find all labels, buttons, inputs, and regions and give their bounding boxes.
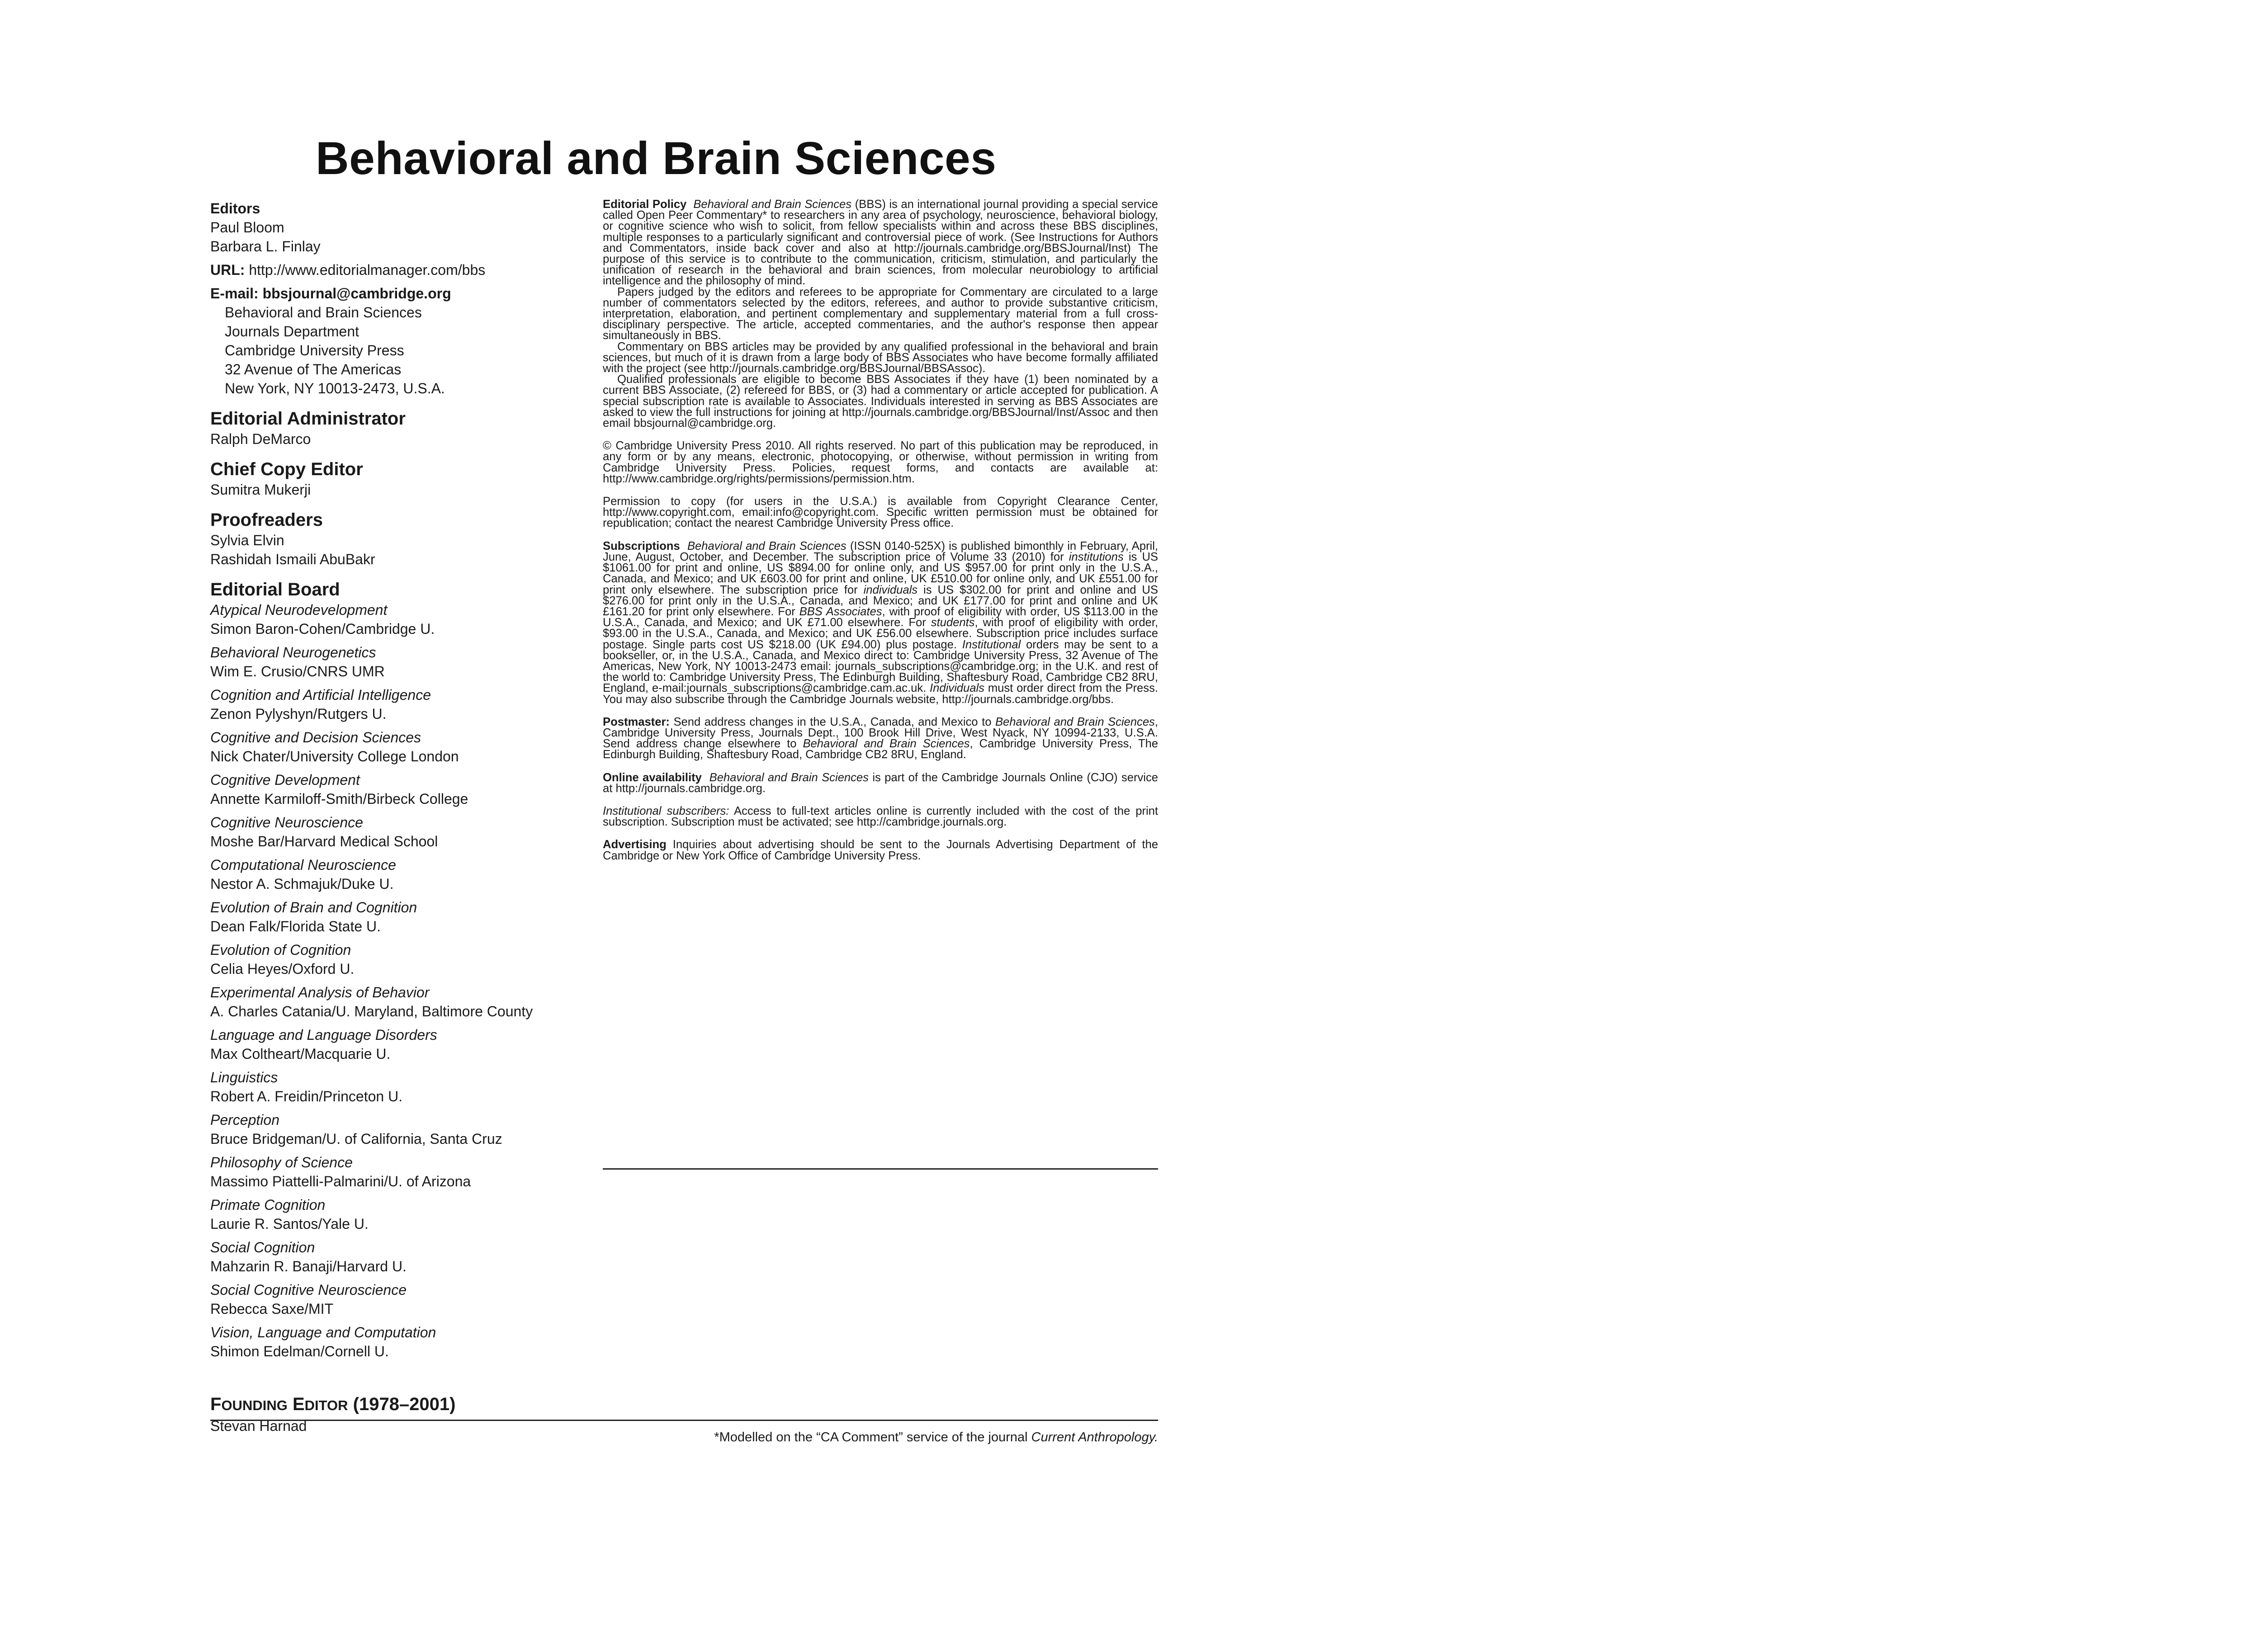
online-journal: Behavioral and Brain Sciences	[709, 771, 869, 784]
policy-label: Editorial Policy	[603, 198, 687, 211]
commentary-para: Commentary on BBS articles may be provided by any qualified professional in the behavioral and brain sciences, but much of it is drawn from a large body of BBS Associates who have become formally affiliated with the project (see http://journals.cambridge.org/BBSJournal/BBSAssoc).	[603, 340, 1158, 375]
board-field: Evolution of Brain and Cognition	[210, 899, 417, 916]
founding-f: F	[210, 1394, 222, 1414]
policy-text: (BBS) is an international journal providing a special service called Open Peer Commentary* to researchers in any area of psychology, neuroscience, behavioral biology, or cognitive science who wish to solicit, from fellow specialists within and across these BBS disciplines, multiple responses to a particularly significant and controversial piece of work. (See Instructions for Authors and Commentators, inside back cover and also at http://journals.cambridge.org/BBSJournal/Inst) The purpose of this service is to contribute to the communication, criticism, stimulation, and particularly the unification of research in the behavioral and brain sciences, from molecular neurobiology to artificial intelligence and the philosophy of mind.	[603, 198, 1158, 288]
board-member: A. Charles Catania/U. Maryland, Baltimore County	[210, 1003, 533, 1020]
editors-heading: Editors	[210, 200, 260, 217]
url-line	[210, 260, 586, 279]
address-line: New York, NY 10013-2473, U.S.A.	[225, 380, 445, 396]
policy-column	[603, 199, 1158, 861]
board-member: Mahzarin R. Banaji/Harvard U.	[210, 1258, 407, 1274]
copyright-para: © Cambridge University Press 2010. All rights reserved. No part of this publication may be reproduced, in any form or by any means, electronic, photocopying, or otherwise, without permission in writing from Cambridge University Press. Policies, request forms, and contacts are available at: http://www.cambridge.org/rights/permissions/permission.htm.	[603, 439, 1158, 485]
founding-ounding: OUNDING	[221, 1397, 288, 1413]
subs-text: must order direct from the Press. You may also subscribe through the Cambridge Journals website, http://journals.cambridge.org/bbs.	[603, 682, 1158, 706]
board-member: Wim E. Crusio/CNRS UMR	[210, 663, 385, 680]
founding-editor-heading	[210, 1393, 586, 1416]
footnote-text: *Modelled on the “CA Comment” service of the journal	[714, 1430, 1031, 1444]
postmaster-journal: Behavioral and Brain Sciences	[995, 715, 1155, 728]
editor-name: Barbara L. Finlay	[210, 238, 321, 255]
board-field: Social Cognitive Neuroscience	[210, 1282, 407, 1298]
url-label: URL:	[210, 262, 245, 278]
subs-text: , with proof of eligibility with order, $93.00 in the U.S.A., Canada, and Mexico; and UK £56.00 elsewhere. Subscription price includes surface postage. Single parts cost US $218.00 (UK £94.00) plus postage.	[603, 616, 1159, 651]
board-field: Evolution of Cognition	[210, 942, 351, 958]
online-availability-para	[603, 772, 1158, 794]
board-field: Social Cognition	[210, 1239, 315, 1256]
board-member: Rebecca Saxe/MIT	[210, 1301, 334, 1317]
postmaster-text: Send address changes in the U.S.A., Canada, and Mexico to	[669, 715, 995, 728]
footnote	[603, 1429, 1158, 1446]
board-member: Simon Baron-Cohen/Cambridge U.	[210, 621, 435, 637]
subs-text: is US $302.00 for print and online and US $276.00 for print only in the U.S.A., Canada, and Mexico; and UK £177.00 for print and online and UK £161.20 for print only elsewhere. For	[603, 583, 1158, 618]
permission-para: Permission to copy (for users in the U.S.A.) is available from Copyright Clearance Center, http://www.copyright.com, email:info@copyright.com. Specific written permission must be obtained for republication; contact the nearest Cambridge University Press office.	[603, 495, 1158, 530]
subs-individuals-2: Individuals	[930, 682, 984, 695]
founding-ditor: DITOR	[304, 1397, 348, 1413]
board-field: Cognition and Artificial Intelligence	[210, 687, 431, 703]
board-field: Perception	[210, 1112, 279, 1128]
subs-associates: BBS Associates	[799, 605, 882, 618]
board-field: Behavioral Neurogenetics	[210, 644, 376, 661]
board-member: Celia Heyes/Oxford U.	[210, 961, 355, 977]
board-member: Robert A. Freidin/Princeton U.	[210, 1088, 403, 1104]
editor-name: Paul Bloom	[210, 219, 284, 236]
adv-text: Inquiries about advertising should be sent to the Journals Advertising Department of the Cambridge or New York Office of Cambridge University Press.	[603, 838, 1158, 862]
address-line: 32 Avenue of The Americas	[225, 361, 402, 378]
admin-name: Ralph DeMarco	[210, 431, 311, 447]
subs-individuals: individuals	[863, 583, 918, 596]
subs-label: Subscriptions	[603, 539, 680, 552]
board-field: Philosophy of Science	[210, 1154, 353, 1171]
board-member: Nestor A. Schmajuk/Duke U.	[210, 876, 394, 892]
subs-institutional: Institutional	[962, 638, 1021, 651]
subscriptions-para	[603, 541, 1158, 705]
papers-para: Papers judged by the editors and referees to be appropriate for Commentary are circulated to a large number of commentators selected by the editors, referees, and author to provide substantive criticism, interpretation, elaboration, and pertinent complementary and supplementary material from a full cross-disciplinary perspective. The article, accepted commentaries, and the author's response then appear simultaneously in BBS.	[603, 285, 1158, 342]
board-field: Cognitive Neuroscience	[210, 814, 363, 831]
editorial-policy-para	[603, 199, 1158, 287]
board-list	[210, 600, 586, 1361]
copy-editor-name: Sumitra Mukerji	[210, 481, 311, 498]
online-text: is part of the Cambridge Journals Online (CJO) service at http://journals.cambridge.org.	[603, 771, 1158, 795]
postmaster-journal: Behavioral and Brain Sciences	[803, 737, 970, 750]
founding-e: E	[287, 1394, 305, 1414]
footnote-journal: Current Anthropology.	[1031, 1430, 1158, 1444]
subs-journal: Behavioral and Brain Sciences	[687, 539, 847, 552]
proofreader-name: Rashidah Ismaili AbuBakr	[210, 551, 375, 567]
postmaster-para	[603, 717, 1158, 760]
board-field: Linguistics	[210, 1069, 278, 1086]
subs-students: students	[931, 616, 975, 629]
copy-editor-heading: Chief Copy Editor	[210, 459, 363, 479]
address-line: Cambridge University Press	[225, 342, 404, 359]
founding-editor-name: Stevan Harnad	[210, 1418, 307, 1434]
email-value: bbsjournal@cambridge.org	[258, 285, 451, 302]
founding-years: (1978–2001)	[348, 1394, 456, 1414]
advertising-para	[603, 839, 1158, 861]
board-field: Atypical Neurodevelopment	[210, 602, 388, 618]
qualified-para: Qualified professionals are eligible to become BBS Associates if they have (1) been nominated by a current BBS Associate, (2) refereed for BBS, or (3) had a commentary or article accepted for publication. A special subscription rate is available to Associates. Individuals interested in serving as BBS Associates are asked to view the full instructions for joining at http://journals.cambridge.org/BBSJournal/Inst/Assoc and then email bbsjournal@cambridge.org.	[603, 373, 1158, 430]
online-label: Online availability	[603, 771, 702, 784]
journal-title: Behavioral and Brain Sciences	[316, 132, 997, 184]
inst-text: Access to full-text articles online is currently included with the cost of the print subscription. Subscription must be activated; see http://cambridge.journals.org.	[603, 804, 1158, 829]
subs-institutions: institutions	[1069, 550, 1124, 563]
subs-text: , with proof of eligibility with order, US $113.00 in the U.S.A., Canada, and Mexico; and UK £71.00 elsewhere. For	[603, 605, 1158, 629]
address-line: Journals Department	[225, 323, 359, 340]
address-line: Behavioral and Brain Sciences	[225, 304, 422, 321]
board-member: Nick Chater/University College London	[210, 748, 459, 765]
board-member: Max Coltheart/Macquarie U.	[210, 1046, 391, 1062]
proofreader-name: Sylvia Elvin	[210, 532, 284, 548]
board-member: Shimon Edelman/Cornell U.	[210, 1343, 389, 1359]
postmaster-label: Postmaster:	[603, 715, 670, 728]
bottom-rule	[210, 1420, 1158, 1421]
policy-journal: Behavioral and Brain Sciences	[693, 198, 852, 211]
subs-text: orders may be sent to a bookseller, or, in the U.S.A., Canada, and Mexico direct to: Cambridge University Press, 32 Avenue of The Americas, New York, NY 10013-2473 email: journals_subscriptions@cambridge.org; in the U.K. and rest of the world to: Cambridge University Press, The Edinburgh Building, Shaftesbury Road, Cambridge CB2 8RU, England, e-mail:journals_subscriptions@cambridge.cam.ac.uk.	[603, 638, 1159, 695]
board-member: Laurie R. Santos/Yale U.	[210, 1216, 369, 1232]
board-field: Computational Neuroscience	[210, 857, 396, 873]
board-member: Annette Karmiloff-Smith/Birbeck College	[210, 791, 468, 807]
board-field: Experimental Analysis of Behavior	[210, 984, 430, 1001]
subs-text: (ISSN 0140-525X) is published bimonthly in February, April, June, August, October, and December. The subscription price of Volume 33 (2010) for	[603, 539, 1158, 563]
address-block	[210, 303, 586, 398]
masthead-left-column	[210, 199, 586, 1435]
board-member: Zenon Pylyshyn/Rutgers U.	[210, 706, 387, 722]
board-field: Primate Cognition	[210, 1197, 326, 1213]
inst-label: Institutional subscribers:	[603, 804, 729, 817]
board-member: Massimo Piattelli-Palmarini/U. of Arizona	[210, 1173, 471, 1189]
board-heading: Editorial Board	[210, 580, 340, 599]
board-field: Cognitive Development	[210, 772, 360, 788]
board-member: Moshe Bar/Harvard Medical School	[210, 833, 438, 850]
url-value: http://www.editorialmanager.com/bbs	[245, 262, 486, 278]
email-line	[210, 284, 586, 303]
email-label: E-mail:	[210, 285, 259, 302]
postmaster-text: , Cambridge University Press, Journals Dept., 100 Brook Hill Drive, West Nyack, NY 10994-2133, U.S.A. Send address change elsewhere to	[603, 715, 1158, 750]
proofreaders-heading: Proofreaders	[210, 510, 323, 530]
board-field: Vision, Language and Computation	[210, 1324, 436, 1340]
admin-heading: Editorial Administrator	[210, 409, 406, 429]
subs-text: is US $1061.00 for print and online, US $894.00 for online only, and US $957.00 for print only in the U.S.A., Canada, and Mexico; and UK £603.00 for print and online, UK £510.00 for online only, and UK £551.00 for print only elsewhere. The subscription price for	[603, 550, 1158, 596]
board-field: Cognitive and Decision Sciences	[210, 729, 421, 746]
board-member: Bruce Bridgeman/U. of California, Santa Cruz	[210, 1131, 502, 1147]
adv-label: Advertising	[603, 838, 667, 851]
board-field: Language and Language Disorders	[210, 1027, 437, 1043]
postmaster-text: , Cambridge University Press, The Edinburgh Building, Shaftesbury Road, Cambridge CB2 8RU, England.	[603, 737, 1158, 761]
column-rule	[603, 1168, 1158, 1170]
board-member: Dean Falk/Florida State U.	[210, 918, 381, 935]
institutional-subscribers-para	[603, 806, 1158, 827]
